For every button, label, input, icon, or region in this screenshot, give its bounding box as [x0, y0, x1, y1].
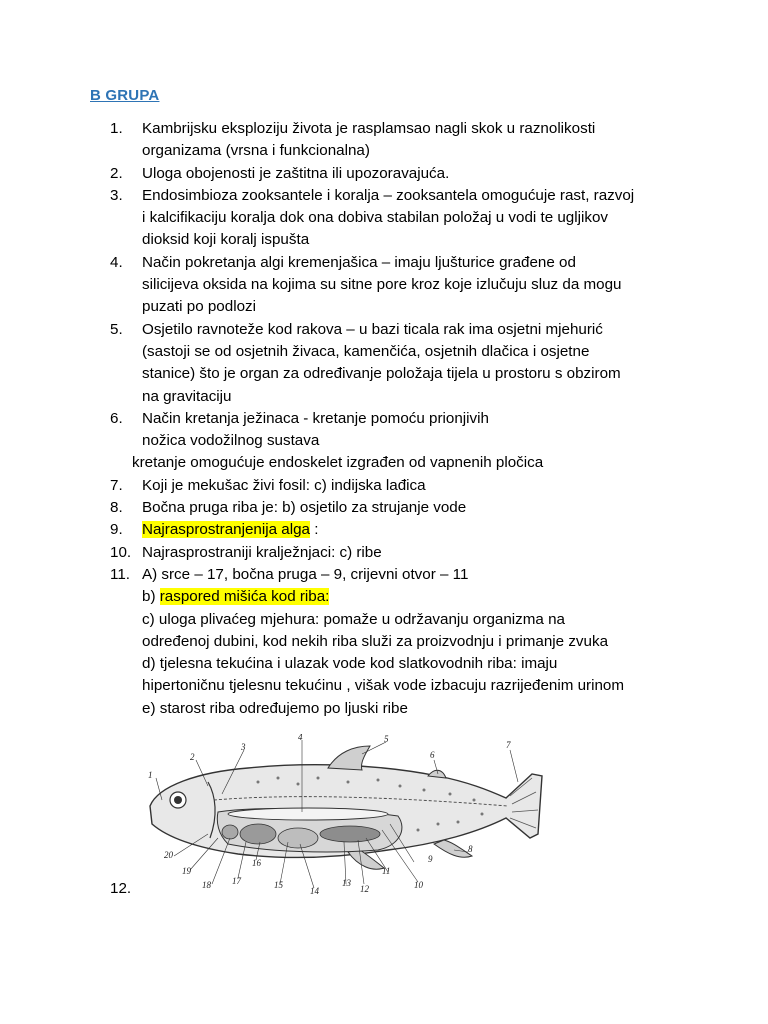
label-12: 12: [360, 884, 369, 894]
item-number: 6.: [110, 409, 123, 427]
list-item-9: [110, 519, 710, 541]
label-5: 5: [384, 734, 389, 744]
item-number: 5.: [110, 320, 123, 338]
label-9: 9: [428, 854, 433, 864]
gonad: [320, 826, 380, 842]
fish-anatomy-icon: [138, 734, 550, 896]
list-item-1: [110, 118, 710, 163]
item-text: silicijeva oksida na kojima su sitne pore kroz koje izlučuju sluz da mogu: [142, 276, 622, 294]
label-19: 19: [182, 866, 191, 876]
highlighted-text: raspored mišića kod riba:: [159, 588, 330, 606]
item-number: 1.: [110, 120, 123, 137]
item-text-line: [142, 519, 710, 541]
heart: [222, 825, 238, 839]
list-item-4: [110, 252, 710, 319]
item-number: 10.: [110, 543, 132, 561]
item-text: organizama (vrsna i funkcionalna): [142, 142, 370, 160]
label-20: 20: [164, 850, 173, 860]
label-7: 7: [506, 740, 511, 750]
label-14: 14: [310, 886, 319, 896]
item-text-outdented: kretanje omogućuje endoskelet izgrađen od vapnenih pločica: [132, 454, 544, 472]
list-item-6: [110, 408, 710, 475]
item-text: nožica vodožilnog sustava: [142, 432, 320, 450]
anal-fin: [434, 840, 472, 857]
item-text: na gravitaciju: [142, 387, 232, 405]
list-item-3: [110, 185, 710, 252]
list-item-2: [110, 163, 710, 185]
item-text: A) srce – 17, bočna pruga – 9, crijevni otvor – 11: [142, 565, 469, 583]
item-text: Način kretanja ježinaca - kretanje pomoću prionjivih: [142, 409, 489, 427]
item-text: Najrasprostraniji kralježnjaci: c) ribe: [142, 543, 382, 561]
label-2: 2: [190, 752, 195, 762]
item-11b-line: [142, 586, 710, 608]
list-item-7: [110, 475, 710, 497]
item-text: Kambrijsku eksploziju života je rasplamsao nagli skok u raznolikosti: [142, 120, 596, 137]
item-text: stanice) što je organ za određivanje položaja tijela u prostoru s obzirom: [142, 365, 621, 383]
swim-bladder: [228, 808, 388, 820]
label-15: 15: [274, 880, 283, 890]
highlighted-text: Najrasprostranjenija alga: [142, 521, 310, 539]
answer-list: [110, 118, 710, 720]
list-item-5: [110, 319, 710, 408]
label-3: 3: [241, 742, 246, 752]
item-number: 2.: [110, 164, 123, 182]
item-number: 9.: [110, 521, 123, 539]
list-item-10: [110, 542, 710, 564]
list-item-11: [110, 564, 710, 720]
item-11c-text: c) uloga plivaćeg mjehura: pomaže u održavanju organizma na: [142, 610, 565, 628]
item-text: Endosimbioza zooksantele i koralja – zooksantela omogućuje rast, razvoj: [142, 186, 635, 204]
figure-number: 12.: [110, 880, 132, 897]
label-8: 8: [468, 844, 473, 854]
item-text: Uloga obojenosti je zaštitna ili upozoravajuća.: [142, 164, 450, 182]
item-text: puzati po podlozi: [142, 298, 256, 316]
label-13: 13: [342, 878, 351, 888]
stomach: [278, 828, 318, 848]
label-18: 18: [202, 880, 211, 890]
label-1: 1: [148, 770, 153, 780]
item-number: 3.: [110, 186, 123, 204]
item-number: 7.: [110, 476, 123, 494]
item-number: 8.: [110, 499, 123, 517]
label-17: 17: [232, 876, 241, 886]
list-item-8: [110, 497, 710, 519]
label-11: 11: [382, 866, 391, 876]
item-11b-prefix: b): [142, 588, 160, 606]
section-heading: B GRUPA: [90, 87, 160, 104]
label-10: 10: [414, 880, 423, 890]
item-11c-text: određenoj dubini, kod nekih riba služi za proizvodnju i primanje zvuka: [142, 632, 609, 650]
item-text-suffix: :: [310, 521, 319, 539]
label-16: 16: [252, 858, 261, 868]
item-text: Osjetilo ravnoteže kod rakova – u bazi ticala rak ima osjetni mjehurić: [142, 320, 603, 338]
item-text: (sastoji se od osjetnih živaca, kamenčića, osjetnih dlačica i osjetne: [142, 342, 590, 360]
item-number: 11.: [110, 565, 130, 583]
label-4: 4: [298, 734, 303, 742]
item-text: i kalcifikaciju koralja dok ona dobiva stabilan položaj u vodi te ugljikov: [142, 209, 609, 227]
liver: [240, 824, 276, 844]
item-text: Način pokretanja algi kremenjašica – imaju ljušturice građene od: [142, 253, 576, 271]
item-text: dioksid koji koralj ispušta: [142, 231, 310, 249]
item-11d-text: d) tjelesna tekućina i ulazak vode kod slatkovodnih riba: imaju: [142, 655, 558, 673]
item-text: Koji je mekušac živi fosil: c) indijska lađica: [142, 476, 426, 494]
item-11e-text: e) starost riba određujemo po ljuski ribe: [142, 699, 408, 717]
item-text: Bočna pruga riba je: b) osjetilo za strujanje vode: [142, 499, 467, 517]
item-11d-text: hipertoničnu tjelesnu tekućinu , višak vode izbacuju razrijeđenim urinom: [142, 677, 625, 695]
label-6: 6: [430, 750, 435, 760]
item-number: 4.: [110, 253, 123, 271]
